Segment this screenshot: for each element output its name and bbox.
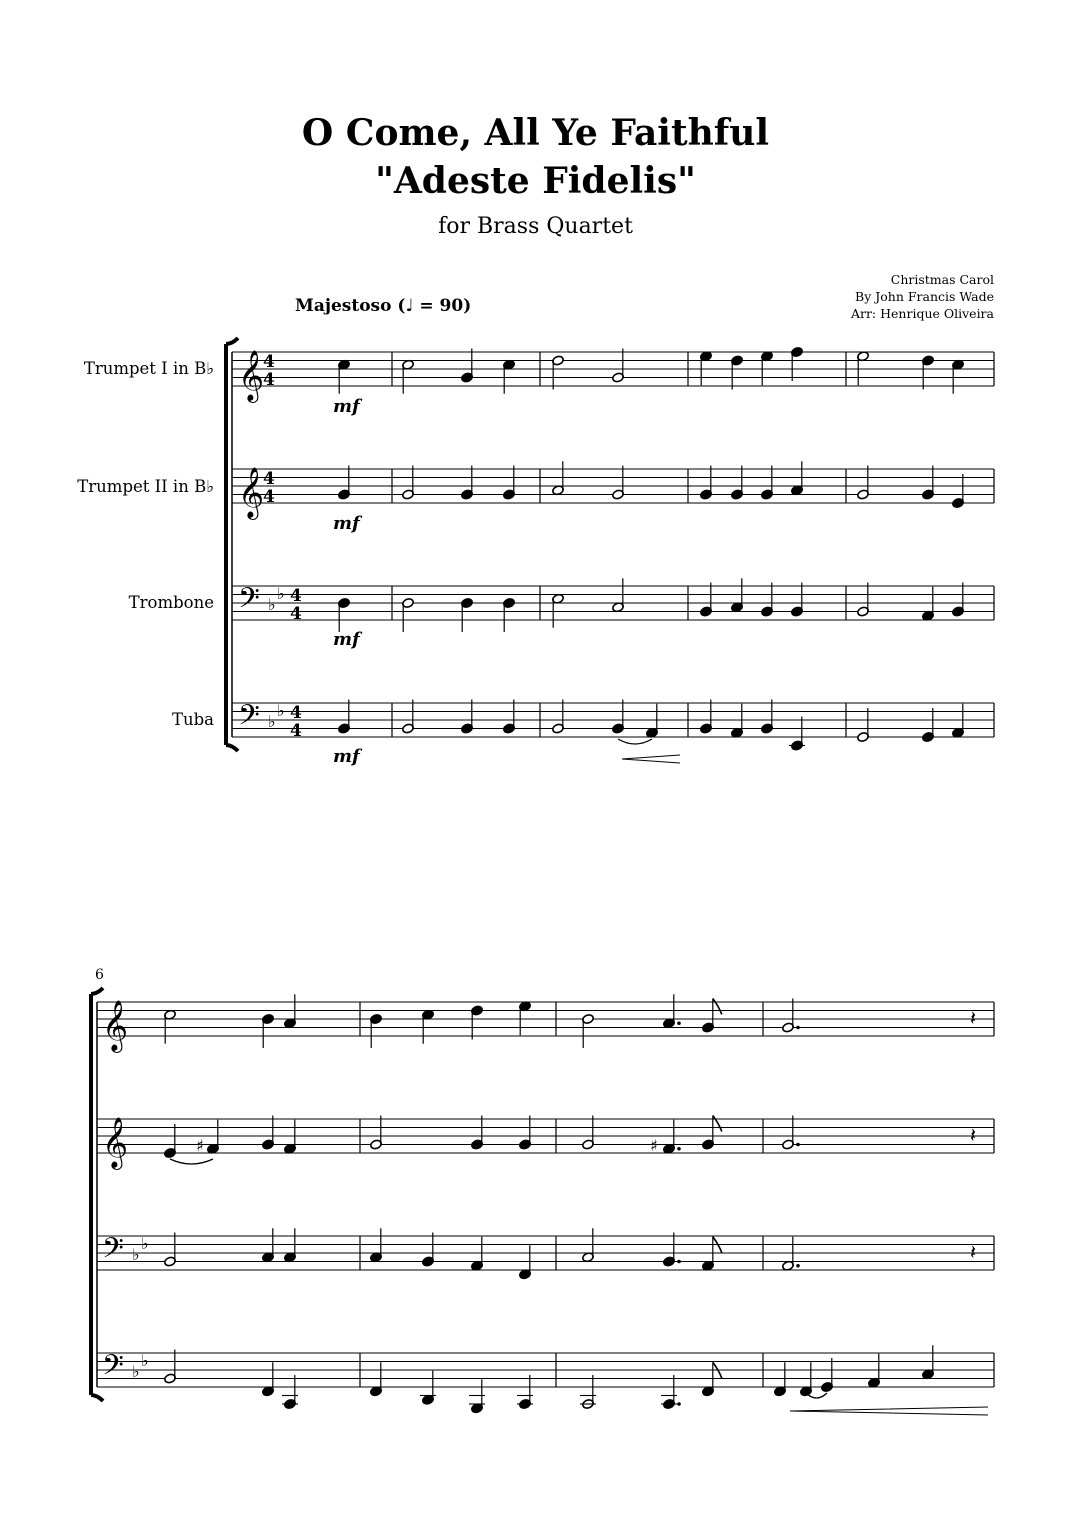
treble-clef-icon: 𝄞 (238, 467, 265, 518)
crescendo-hairpin (790, 1407, 988, 1415)
title-line-1: O Come, All Ye Faithful (301, 112, 770, 154)
time-signature-bottom: 4 (263, 487, 275, 507)
augmentation-dot (796, 1264, 800, 1268)
crescendo-hairpin (622, 755, 680, 763)
time-signature-bottom: 4 (290, 721, 302, 741)
credit-source: Christmas Carol (890, 272, 994, 287)
slur (618, 739, 652, 744)
credit-composer: By John Francis Wade (855, 289, 994, 304)
subtitle: for Brass Quartet (438, 214, 633, 239)
bass-clef-icon: 𝄢 (238, 699, 260, 739)
quarter-rest-icon: 𝄽 (970, 1123, 977, 1147)
dynamic-mf: mf (333, 629, 360, 650)
augmentation-dot (677, 1147, 681, 1151)
instrument-label-trumpet-2: Trumpet II in B♭ (77, 477, 214, 496)
time-signature-top: 4 (290, 586, 302, 606)
key-flat-icon: ♭ (268, 595, 276, 614)
bass-clef-icon: 𝄢 (238, 582, 260, 622)
time-signature-bottom: 4 (290, 604, 302, 624)
key-flat-icon: ♭ (141, 1234, 149, 1253)
time-signature-top: 4 (290, 703, 302, 723)
key-flat-icon: ♭ (277, 584, 285, 603)
augmentation-dot (677, 1402, 681, 1406)
credit-arranger: Arr: Henrique Oliveira (850, 306, 994, 321)
quarter-note-icon: ♩ (405, 296, 414, 316)
instrument-label-trumpet-1: Trumpet I in B♭ (83, 359, 214, 378)
key-flat-icon: ♭ (268, 712, 276, 731)
augmentation-dot (677, 1021, 681, 1025)
key-flat-icon: ♭ (132, 1245, 140, 1264)
note-flag (713, 1116, 722, 1132)
treble-clef-icon: 𝄞 (102, 1117, 129, 1168)
tempo-label: Majestoso ( (295, 296, 406, 316)
sharp-icon: ♯ (650, 1136, 658, 1155)
dynamic-mf: mf (333, 513, 360, 534)
time-signature-top: 4 (263, 469, 275, 489)
dynamic-mf: mf (333, 396, 360, 417)
dynamic-mf: mf (333, 746, 360, 767)
bass-clef-icon: 𝄢 (102, 1349, 124, 1389)
augmentation-dot (677, 1260, 681, 1264)
instrument-label-trombone: Trombone (128, 593, 214, 612)
quarter-rest-icon: 𝄽 (970, 1006, 977, 1030)
treble-clef-icon: 𝄞 (102, 1000, 129, 1051)
augmentation-dot (796, 1026, 800, 1030)
title-line-2: "Adeste Fidelis" (375, 160, 696, 202)
quarter-rest-icon: 𝄽 (970, 1240, 977, 1264)
sharp-icon: ♯ (196, 1136, 204, 1155)
key-flat-icon: ♭ (141, 1351, 149, 1370)
key-flat-icon: ♭ (277, 701, 285, 720)
treble-clef-icon: 𝄞 (238, 350, 265, 401)
tempo-bpm: = 90) (419, 296, 472, 316)
bass-clef-icon: 𝄢 (102, 1232, 124, 1272)
key-flat-icon: ♭ (132, 1362, 140, 1381)
note-flag (713, 999, 722, 1015)
measure-number: 6 (95, 967, 104, 983)
slur (170, 1159, 213, 1164)
time-signature-bottom: 4 (263, 370, 275, 390)
augmentation-dot (796, 1143, 800, 1147)
time-signature-top: 4 (263, 352, 275, 372)
instrument-label-tuba: Tuba (171, 710, 214, 729)
